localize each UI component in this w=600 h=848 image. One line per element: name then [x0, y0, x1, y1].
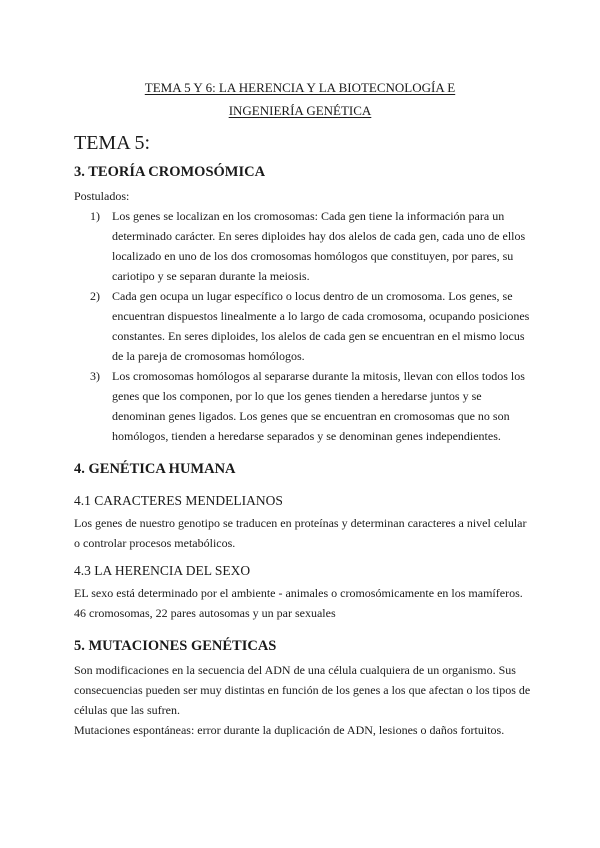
postulate-number: 2) — [90, 289, 100, 303]
subsection-heading-caracteres-mendelianos: 4.1 CARACTERES MENDELIANOS — [74, 493, 283, 508]
postulate-text: Los cromosomas homólogos al separarse durante la mitosis, llevan con ellos todos los genes que los componen, por lo que los genes tienden a heredarse juntos y se denominan genes ligados. Los genes que se encuentran en cromosomas que no son homólogos, tienden a heredarse separados y se denominan genes independientes. — [112, 369, 525, 443]
postulate-text: Los genes se localizan en los cromosomas: Cada gen tiene la información para un determinado carácter. En seres diploides hay dos alelos de cada gen, cada uno de ellos localizado en uno de los dos cromosomas homólogos que constituyen, por pares, su cariotipo y se separan durante la meiosis. — [112, 209, 526, 283]
mutaciones-text: Son modificaciones en la secuencia del ADN de una célula cualquiera de un organismo. Sus consecuencias pueden ser muy distintas en función de los genes a los que afectan o los tipos de células que las sufren. — [74, 663, 531, 717]
document-body — [74, 130, 534, 740]
herencia-sexo-text: EL sexo está determinado por el ambiente - animales o cromosómicamente en los mamíferos. 46 cromosomas, 22 pares autosomas y un par sexuales — [74, 586, 523, 620]
postulate-item — [74, 206, 534, 286]
document-title-line-1: TEMA 5 Y 6: LA HERENCIA Y LA BIOTECNOLOGÍA E — [144, 80, 456, 95]
postulate-item — [74, 366, 534, 446]
document-title — [60, 76, 540, 122]
postulate-number: 3) — [90, 369, 100, 383]
postulate-item — [74, 286, 534, 366]
postulates-list — [74, 206, 534, 446]
mutaciones-espontaneas-text: Mutaciones espontáneas: error durante la duplicación de ADN, lesiones o daños fortuitos. — [74, 723, 505, 737]
section-heading-teoria-cromosomica: 3. TEORÍA CROMOSÓMICA — [74, 164, 266, 180]
postulate-number: 1) — [90, 209, 100, 223]
document-title-line-2: INGENIERÍA GENÉTICA — [228, 103, 372, 118]
postulate-text: Cada gen ocupa un lugar específico o locus dentro de un cromosoma. Los genes, se encuentran dispuestos linealmente a lo largo de cada cromosoma, ocupando posiciones constantes. En seres diploides, los alelos de cada gen se encuentran en el mismo locus de la pareja de cromosomas homólogos. — [112, 289, 530, 363]
subsection-heading-herencia-sexo: 4.3 LA HERENCIA DEL SEXO — [74, 563, 251, 578]
tema-heading: TEMA 5: — [74, 132, 151, 154]
caracteres-mendelianos-text: Los genes de nuestro genotipo se traducen en proteínas y determinan caracteres a nivel celular o controlar procesos metabólicos. — [74, 516, 527, 550]
section-heading-mutaciones-geneticas: 5. MUTACIONES GENÉTICAS — [74, 638, 277, 654]
postulados-label: Postulados: — [74, 189, 130, 203]
section-heading-genetica-humana: 4. GENÉTICA HUMANA — [74, 461, 236, 477]
